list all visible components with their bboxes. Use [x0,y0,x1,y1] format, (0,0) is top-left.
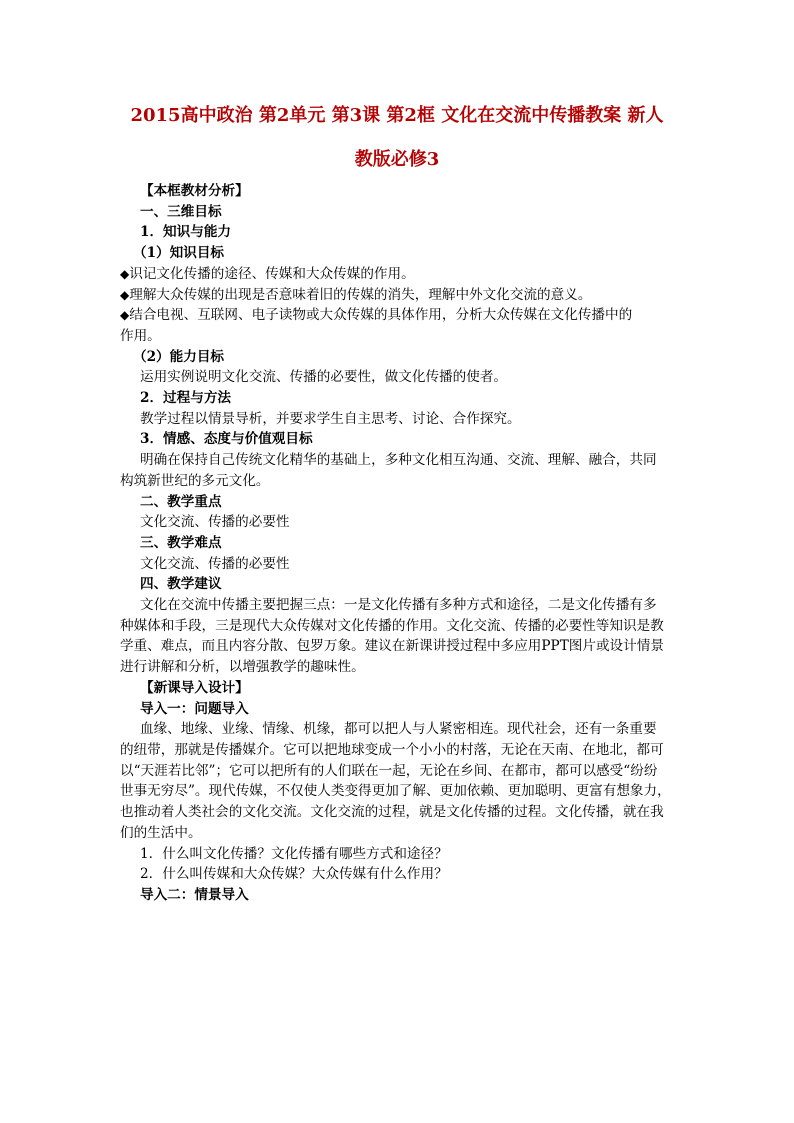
suggestion-line-1: 文化在交流中传播主要把握三点：一是文化传播有多种方式和途径，二是文化传播有多 [140,597,657,614]
ability-text: 运用实例说明文化交流、传播的必要性，做文化传播的使者。 [140,369,508,386]
heading-emotion: 3．情感、态度与价值观目标 [140,431,313,448]
heading-teaching-suggestion: 四、教学建议 [140,576,222,593]
difficult-points-text: 文化交流、传播的必要性 [140,555,290,572]
section-heading-analysis: 【本框教材分析】 [140,183,249,199]
document-body [120,181,674,906]
heading-process-method: 2．过程与方法 [140,390,232,407]
suggestion-line-2: 种媒体和手段，三是现代大众传媒对文化传播的作用。文化交流、传播的必要性等知识是教 [120,617,664,634]
heading-intro-1: 导入一：问题导入 [140,700,249,717]
document-title-line-2: 教版必修3 [354,149,440,170]
emotion-text-line-2: 构筑新世纪的多元文化。 [120,472,270,489]
bullet-item-1: ◆识记文化传播的途径、传媒和大众传媒的作用。 [120,265,415,282]
suggestion-line-3: 学重、难点，而且内容分散、包罗万象。建议在新课讲授过程中多应用PPT图片或设计情景 [120,638,664,655]
bullet-item-3-continued: 作用。 [120,327,161,344]
section-heading-intro-design: 【新课导入设计】 [140,679,249,696]
emotion-text-line-1: 明确在保持自己传统文化精华的基础上，多种文化相互沟通、交流、理解、融合，共同 [140,452,657,469]
intro-1-line-2: 的纽带，那就是传播媒介。它可以把地球变成一个小小的村落，无论在天南、在地北，都可 [120,741,664,758]
heading-knowledge-ability: 1．知识与能力 [140,224,232,241]
intro-1-line-4: 世事无穷尽”。现代传媒，不仅使人类变得更加了解、更加依赖、更加聪明、更富有想象力， [120,783,671,800]
heading-intro-2: 导入二：情景导入 [140,886,249,903]
intro-1-line-5: 也推动着人类社会的文化交流。文化交流的过程，就是文化传播的过程。文化传播，就在我 [120,804,664,821]
suggestion-line-4: 进行讲解和分析，以增强教学的趣味性。 [120,659,365,676]
process-text: 教学过程以情景导析，并要求学生自主思考、讨论、合作探究。 [140,410,521,427]
heading-three-goals: 一、三维目标 [140,203,222,220]
diamond-bullet-icon: ◆ [120,266,130,281]
heading-knowledge-target: （1）知识目标 [133,245,225,262]
bullet-item-2: ◆理解大众传媒的出现是否意味着旧的传媒的消失，理解中外文化交流的意义。 [120,286,592,303]
heading-difficult-points: 三、教学难点 [140,534,222,551]
intro-1-line-1: 血缘、地缘、业缘、情缘、机缘，都可以把人与人紧密相连。现代社会，还有一条重要 [140,721,657,738]
document-title-line-1: 2015高中政治 第2单元 第3课 第2框 文化在交流中传播教案 新人 [130,105,664,126]
question-1: 1．什么叫文化传播？文化传播有哪些方式和途径？ [140,845,448,862]
heading-ability-target: （2）能力目标 [133,348,225,365]
diamond-bullet-icon: ◆ [120,308,130,323]
heading-key-points: 二、教学重点 [140,493,222,510]
bullet-item-3: ◆结合电视、互联网、电子读物或大众传媒的具体作用，分析大众传媒在文化传播中的 [120,307,633,324]
intro-1-line-6: 们的生活中。 [120,824,202,841]
diamond-bullet-icon: ◆ [120,287,130,302]
intro-1-line-3: 以“天涯若比邻”；它可以把所有的人们联在一起，无论在乡间、在都市，都可以感受“纷纷 [120,762,658,779]
key-points-text: 文化交流、传播的必要性 [140,514,290,531]
question-2: 2．什么叫传媒和大众传媒？大众传媒有什么作用？ [140,866,448,883]
